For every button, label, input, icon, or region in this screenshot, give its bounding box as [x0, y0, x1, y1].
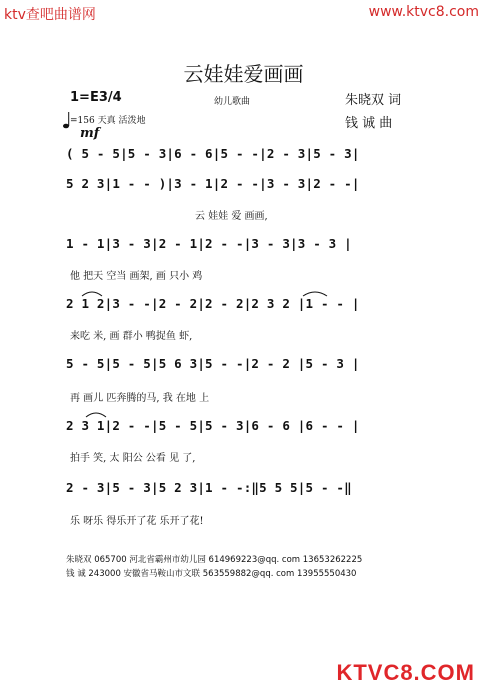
music-line-7: 2 - 3|5 - 3|5 2 3|1 - -:‖5 5 5|5 - -‖: [66, 480, 352, 495]
key-signature: 1=E3/4: [70, 90, 122, 105]
lyric-line-4: 来吃 米, 画 群小 鸭捉鱼 虾,: [70, 331, 193, 342]
lyric-line-3: 他 把天 空当 画架, 画 只小 鸡: [70, 271, 203, 282]
site-name: ktv查吧曲谱网: [4, 7, 96, 23]
contact-composer: 钱 诚 243000 安徽省马鞍山市文联 563559882@qq. com 13955550430: [66, 569, 357, 579]
composer: 钱 诚 曲: [345, 116, 393, 131]
contact-lyricist: 朱晓双 065700 河北省霸州市幼儿园 614969223@qq. com 13653262225: [66, 555, 363, 565]
music-line-5: 5 - 5|5 - 5|5 6 3|5 - -|2 - 2 |5 - 3 |: [66, 356, 360, 371]
dynamic-marking: mf: [80, 126, 100, 141]
lyric-line-7: 乐 呀乐 得乐开了花 乐开了花!: [70, 516, 204, 527]
music-line-3: 1 - 1|3 - 3|2 - 1|2 - -|3 - 3|3 - 3 |: [66, 236, 352, 251]
lyric-line-2: 云 娃娃 爱 画画,: [195, 211, 268, 222]
logo-text-c8: C8.COM: [383, 660, 475, 685]
music-line-1: ( 5 - 5|5 - 3|6 - 6|5 - -|2 - 3|5 - 3|: [66, 146, 360, 161]
song-title: 云娃娃爱画画: [183, 62, 304, 86]
tempo-marking: =156 天真 活泼地: [70, 116, 146, 126]
site-url[interactable]: www.ktvc8.com: [368, 4, 479, 20]
music-line-4: 2 1 2|3 - -|2 - 2|2 - 2|2 3 2 |1 - - |: [66, 296, 360, 311]
lyric-line-5: 再 画儿 匹奔腾的马, 我 在地 上: [70, 393, 210, 404]
music-line-6: 2 3 1|2 - -|5 - 5|5 - 3|6 - 6 |6 - - |: [66, 418, 360, 433]
lyric-line-6: 拍手 笑, 太 阳公 公看 见 了,: [70, 453, 196, 464]
music-line-2: 5 2 3|1 - - )|3 - 1|2 - -|3 - 3|2 - -|: [66, 176, 360, 191]
song-genre: 幼儿歌曲: [214, 97, 251, 107]
site-logo[interactable]: [336, 660, 475, 686]
tie-mark: [85, 410, 107, 418]
logo-text-ktv: KTV: [336, 660, 384, 685]
lyricist: 朱晓双 词: [345, 93, 402, 108]
